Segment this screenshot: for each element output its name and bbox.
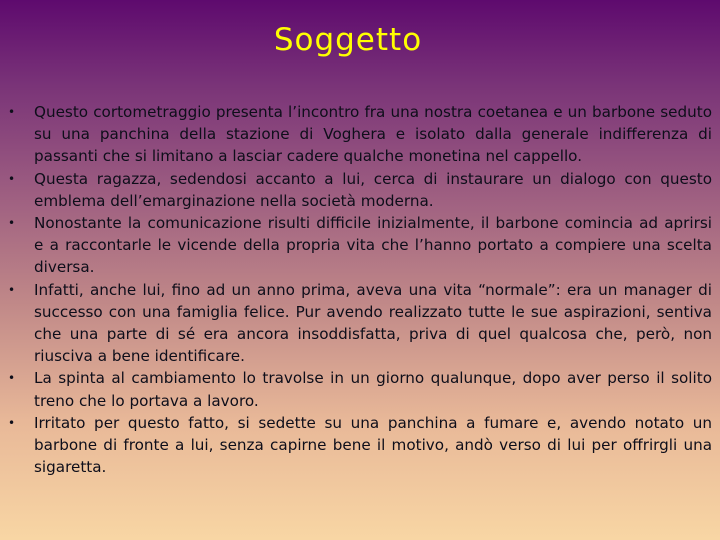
bullet-icon: • — [8, 415, 16, 430]
bullet-item — [8, 168, 712, 212]
bullet-item — [8, 212, 712, 279]
bullet-text: Infatti, anche lui, fino ad un anno prima, aveva una vita “normale”: era un manager di successo con una famiglia felice. Pur avendo realizzato tutte le sue aspirazioni, sentiva che una parte di sé era ancora insoddisfatta, priva di quel qualcosa che, però, non riusciva a bene identificare. — [34, 280, 712, 366]
bullet-icon: • — [8, 105, 16, 119]
bullet-icon: • — [8, 216, 16, 231]
bullet-item — [8, 367, 712, 411]
bullet-text: Questo cortometraggio presenta l’incontro fra una nostra coetanea e un barbone seduto su una panchina della stazione di Voghera e isolato dalla generale indifferenza di passanti che si limitano a lasciar cadere qualche monetina nel cappello. — [34, 103, 712, 166]
bullet-item — [8, 412, 712, 479]
bullet-text: Irritato per questo fatto, si sedette su una panchina a fumare e, avendo notato un barbone di fronte a lui, senza capirne bene il motivo, andò verso di lui per offrirgli una sigaretta. — [34, 413, 712, 477]
bullet-list — [8, 101, 712, 478]
bullet-item — [8, 101, 712, 168]
bullet-icon: • — [8, 171, 16, 186]
bullet-text: La spinta al cambiamento lo travolse in un giorno qualunque, dopo aver perso il solito treno che lo portava a lavoro. — [34, 369, 712, 410]
bullet-text: Questa ragazza, sedendosi accanto a lui, cerca di instaurare un dialogo con questo emblema dell’emarginazione nella società moderna. — [34, 169, 712, 210]
bullet-icon: • — [8, 282, 16, 297]
bullet-text: Nonostante la comunicazione risulti difficile inizialmente, il barbone comincia ad aprirsi e a raccontarle le vicende della propria vita che l’hanno portato a compiere una scelta diversa. — [34, 214, 712, 277]
bullet-icon: • — [8, 371, 16, 386]
bullet-item — [8, 279, 712, 368]
slide-title: Soggetto — [273, 22, 423, 58]
